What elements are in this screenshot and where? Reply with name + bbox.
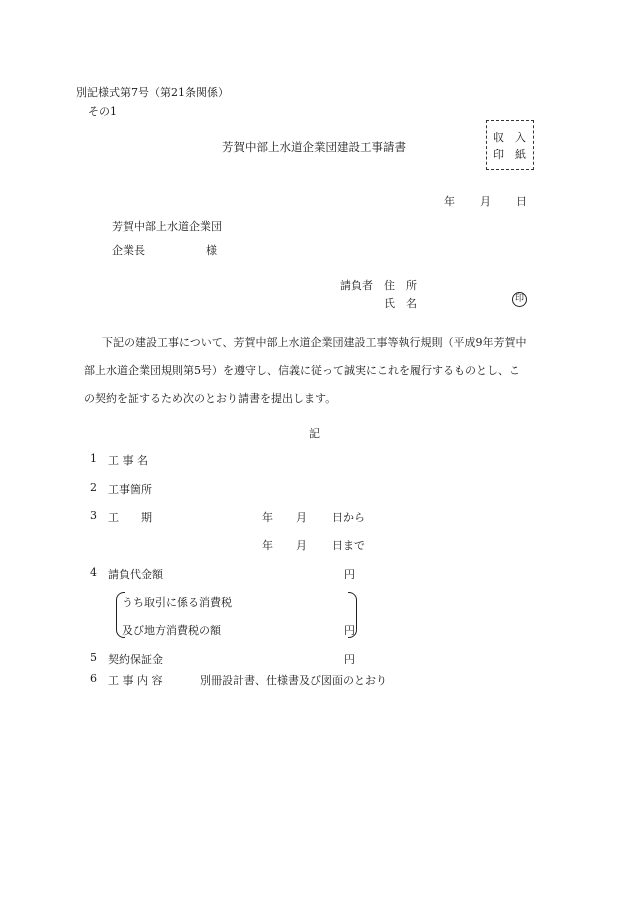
item-5-number: 5 bbox=[90, 651, 97, 664]
period-end-month: 月 bbox=[296, 539, 307, 552]
period-start-day: 日から bbox=[332, 511, 365, 524]
item-3-label: 工 期 bbox=[108, 511, 152, 524]
document-title: 芳賀中部上水道企業団建設工事請書 bbox=[222, 140, 406, 154]
item-3-number: 3 bbox=[90, 509, 97, 522]
addressee-head: 企業長 bbox=[112, 244, 145, 257]
tax-label-line2: 及び地方消費税の額 bbox=[122, 624, 221, 637]
addressee-honorific: 様 bbox=[206, 244, 217, 257]
item-6-label: 工 事 内 容 bbox=[108, 674, 163, 687]
item-1-label: 工 事 名 bbox=[108, 454, 148, 467]
period-end-day: 日まで bbox=[332, 539, 365, 552]
item-4-yen: 円 bbox=[344, 568, 355, 581]
date-year: 年 bbox=[444, 195, 455, 208]
item-5-label: 契約保証金 bbox=[108, 653, 163, 666]
period-end-year: 年 bbox=[262, 539, 273, 552]
body-line-2: 部上水道企業団規則第5号）を遵守し、信義に従って誠実にこれを履行するものとし、こ bbox=[84, 364, 520, 377]
item-4-label: 請負代金額 bbox=[108, 568, 163, 581]
revenue-stamp-box bbox=[486, 120, 534, 170]
contractor-address-label: 住 所 bbox=[384, 279, 417, 292]
period-start-month: 月 bbox=[296, 511, 307, 524]
tax-label-line1: うち取引に係る消費税 bbox=[122, 596, 232, 609]
item-6-value: 別冊設計書、仕様書及び図面のとおり bbox=[200, 674, 387, 687]
item-4-number: 4 bbox=[90, 566, 97, 579]
contractor-role: 請負者 bbox=[340, 279, 373, 292]
item-1-number: 1 bbox=[90, 452, 97, 465]
form-label: 別記様式第7号（第21条関係） bbox=[76, 86, 229, 99]
date-month: 月 bbox=[480, 195, 491, 208]
item-6-number: 6 bbox=[90, 672, 97, 685]
contractor-name-label: 氏 名 bbox=[384, 297, 417, 310]
sub-label: その1 bbox=[88, 105, 117, 118]
body-line-1: 下記の建設工事について、芳賀中部上水道企業団建設工事等執行規則（平成9年芳賀中 bbox=[102, 336, 527, 349]
stamp-text-line1: 収 入 bbox=[493, 131, 526, 144]
stamp-text-line2: 印 紙 bbox=[493, 148, 526, 161]
item-5-yen: 円 bbox=[344, 653, 355, 666]
seal-mark: 印 bbox=[512, 292, 527, 307]
addressee-org: 芳賀中部上水道企業団 bbox=[112, 220, 222, 233]
tax-yen: 円 bbox=[344, 624, 355, 637]
period-start-year: 年 bbox=[262, 511, 273, 524]
item-2-label: 工事箇所 bbox=[108, 483, 152, 496]
body-paragraph bbox=[84, 329, 562, 413]
ki-heading: 記 bbox=[309, 427, 320, 440]
item-2-number: 2 bbox=[90, 481, 97, 494]
date-day: 日 bbox=[516, 195, 527, 208]
body-line-3: の契約を証するため次のとおり請書を提出します。 bbox=[84, 392, 337, 405]
